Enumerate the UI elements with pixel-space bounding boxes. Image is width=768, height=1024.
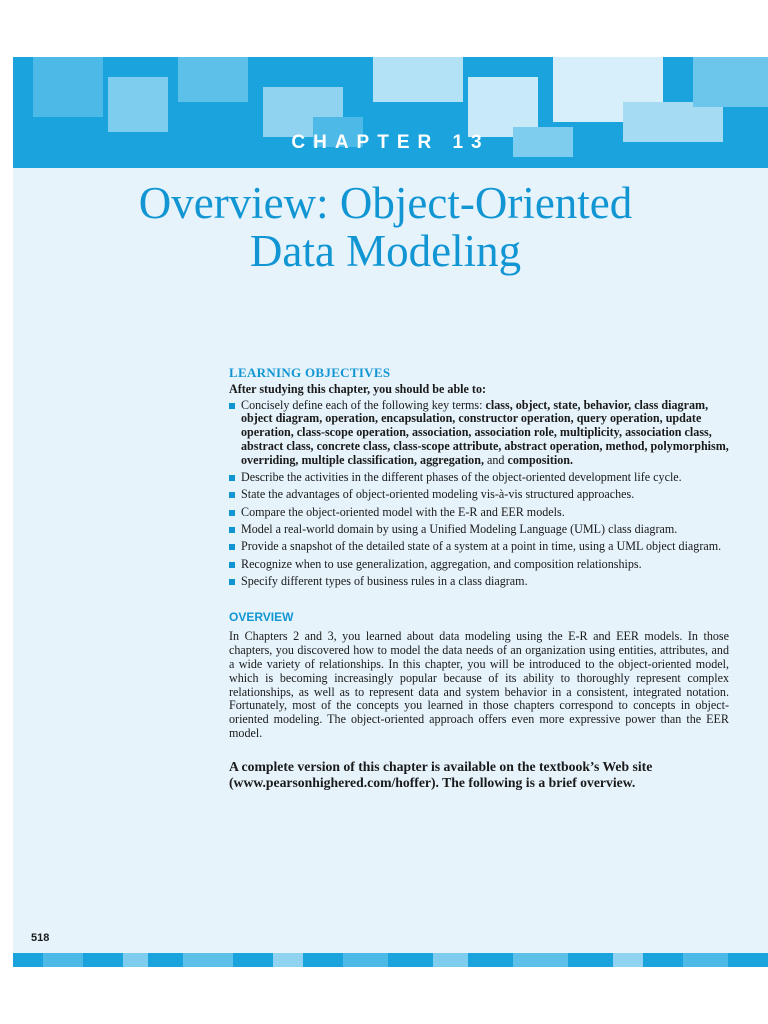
square-bullet-icon [229,510,235,516]
chapter-label: CHAPTER 13 [291,132,490,153]
learning-objectives-intro: After studying this chapter, you should be able to: [229,381,487,396]
square-bullet-icon [229,475,235,481]
list-item [229,540,729,554]
square-bullet-icon [229,527,235,533]
and-text: and [483,452,508,467]
bar-segment [343,953,388,967]
banner-tile [373,57,463,102]
list-item [229,399,729,468]
chapter-title-line2: Data Modeling [249,226,522,276]
bar-segment [513,953,568,967]
last-key-term: composition. [507,452,574,467]
chapter-content [229,366,729,792]
bar-segment [123,953,148,967]
list-item [229,471,729,485]
objective-text: Compare the object-oriented model with the E-R and EER models. [241,504,565,519]
page-number: 518 [31,932,50,944]
objective-text: State the advantages of object-oriented modeling vis-à-vis structured approaches. [241,487,635,502]
objective-text: Provide a snapshot of the detailed state of a system at a point in time, using a UML object diagram. [241,539,722,554]
bar-segment [183,953,233,967]
learning-objectives-list [229,399,729,589]
banner-tile [108,77,168,132]
bar-segment [683,953,728,967]
book-page [13,57,768,967]
objective-text: Describe the activities in the different phases of the object-oriented development life cycle. [241,470,682,485]
learning-objectives-heading: LEARNING OBJECTIVES [229,365,391,380]
list-item [229,523,729,537]
objective-text: Specify different types of business rules in a class diagram. [241,573,528,588]
list-item [229,488,729,502]
square-bullet-icon [229,579,235,585]
list-item [229,558,729,572]
list-item [229,506,729,520]
banner-tile [33,57,103,117]
square-bullet-icon [229,562,235,568]
bar-segment [613,953,643,967]
overview-heading: OVERVIEW [229,609,294,624]
objective-text: Recognize when to use generalization, aggregation, and composition relationships. [241,556,642,571]
bar-segment [273,953,303,967]
chapter-title-line1: Overview: Object-Oriented [138,178,633,228]
chapter-banner [13,57,768,168]
bar-segment [43,953,83,967]
square-bullet-icon [229,403,235,409]
square-bullet-icon [229,492,235,498]
objective-lead-text: Concisely define each of the following key terms: [241,397,486,412]
overview-paragraph: In Chapters 2 and 3, you learned about data modeling using the E-R and EER models. In those chapters, you discovered how to model the data needs of an organization using entities, attributes, and a wide variety of relationships. In this chapter, you will be introduced to the object-oriented model, which is becoming increasingly popular because of its ability to thoroughly represent complex relationships, as well as to represent data and system behavior in a consistent, integrated notation. Fortunately, most of the concepts you learned in those chapters correspond to concepts in object-oriented modeling. The object-oriented approach offers even more expressive power than the EER model. [229,629,729,741]
banner-tile [178,57,248,102]
web-site-note: A complete version of this chapter is available on the textbook’s Web site (www.pearsonhighered.com/hoffer). The following is a brief overview. [229,758,653,791]
objective-text: Model a real-world domain by using a Unified Modeling Language (UML) class diagram. [241,521,678,536]
list-item [229,575,729,589]
chapter-title [13,179,758,275]
banner-tile [693,57,768,107]
bottom-decorative-bar [13,953,768,967]
bar-segment [433,953,468,967]
square-bullet-icon [229,544,235,550]
key-terms-text: class, object, state, behavior, class diagram, object diagram, operation, encapsulation, constructor operation, query operation, update operation, class-scope operation, association, association role, multiplicity, association class, abstract class, concrete class, class-scope attribute, abstract operation, method, polymorphism, overriding, multiple classification, aggregation, [241,397,729,467]
